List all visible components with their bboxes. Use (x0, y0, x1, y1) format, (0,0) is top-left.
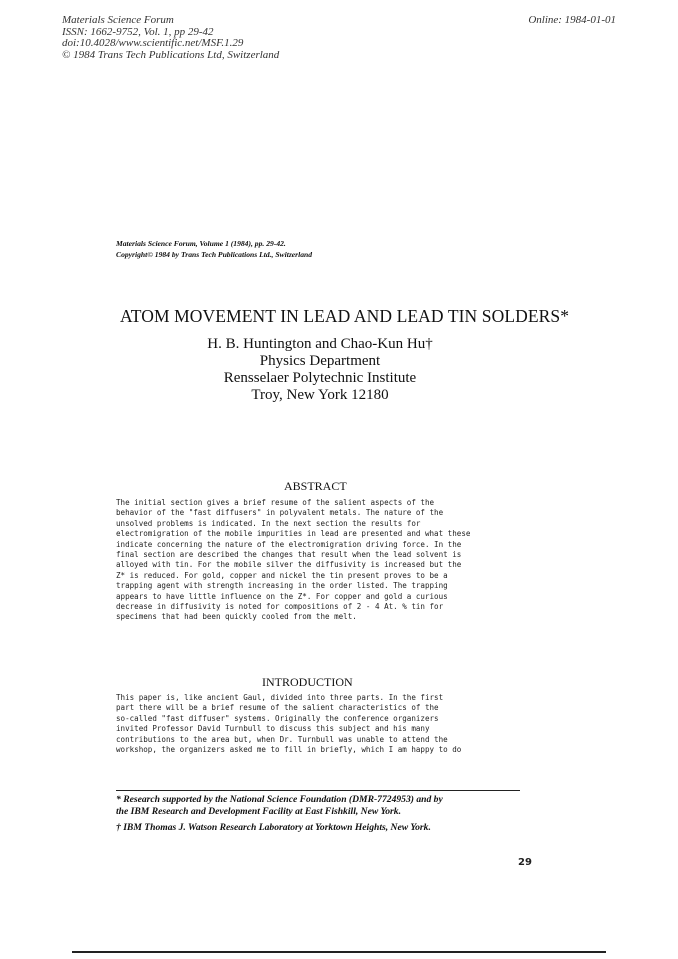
footnote-rule (116, 790, 520, 791)
citation-line-2: Copyright© 1984 by Trans Tech Publications Ltd., Switzerland (116, 250, 313, 259)
footnote-line-3: † IBM Thomas J. Watson Research Laboratory at Yorktown Heights, New York. (116, 821, 431, 833)
intro-line: This paper is, like ancient Gaul, divided into three parts. In the first (116, 693, 444, 702)
introduction-heading: INTRODUCTION (262, 675, 353, 689)
abstract-line: Z* is reduced. For gold, copper and nickel the tin present proves to be a (116, 570, 448, 580)
intro-line: so-called "fast diffuser" systems. Originally the conference organizers (116, 713, 439, 723)
abstract-line: alloyed with tin. For the mobile silver the diffusivity is increased but the (116, 560, 462, 570)
citation-line-1: Materials Science Forum, Volume 1 (1984), pp. 29-42. (116, 239, 286, 248)
online-date: Online: 1984-01-01 (528, 14, 616, 26)
author-department: Physics Department (259, 353, 381, 369)
intro-line: contributions to the area but, when Dr. Turnbull was unable to attend the (116, 734, 448, 744)
abstract-line: decrease in diffusivity is noted for compositions of 2 - 4 At. % tin for (116, 602, 444, 612)
intro-line: workshop, the organizers asked me to fill in briefly, which I am happy to do (116, 745, 462, 755)
abstract-line: The initial section gives a brief resume of the salient aspects of the (116, 498, 435, 507)
issn-line: ISSN: 1662-9752, Vol. 1, pp 29-42 (62, 25, 214, 38)
introduction-body (116, 693, 461, 755)
author-city: Troy, New York 12180 (251, 387, 389, 403)
author-block (190, 336, 450, 404)
abstract-body (116, 498, 470, 623)
footnote-line-1: * Research supported by the National Science Foundation (DMR-7724953) and by (116, 794, 443, 805)
abstract-line: final section are described the changes that result when the lead solvent is (116, 550, 462, 560)
journal-name: Materials Science Forum (62, 14, 174, 26)
footnote-line-2: the IBM Research and Development Facility at East Fishkill, New York. (116, 806, 401, 818)
abstract-line: unsolved problems is indicated. In the next section the results for (116, 518, 421, 528)
copyright-line: © 1984 Trans Tech Publications Ltd, Switzerland (62, 48, 280, 61)
intro-line: part there will be a brief resume of the salient characteristics of the (116, 703, 439, 713)
bottom-rule (72, 951, 606, 953)
abstract-line: specimens that had been quickly cooled from the melt. (116, 612, 357, 622)
abstract-line: trapping agent with strength increasing in the order listed. The trapping (116, 581, 448, 591)
doi-line[interactable]: doi:10.4028/www.scientific.net/MSF.1.29 (62, 37, 244, 49)
abstract-line: behavior of the "fast diffusers" in polyvalent metals. The nature of the (116, 508, 444, 518)
intro-line: invited Professor David Turnbull to discuss this subject and his many (116, 724, 430, 734)
citation-block (116, 238, 312, 260)
page-number: 29 (518, 857, 532, 868)
abstract-line: indicate concerning the nature of the electromigration driving force. In the (116, 539, 462, 549)
footnotes-block (116, 794, 443, 834)
paper-title: ATOM MOVEMENT IN LEAD AND LEAD TIN SOLDERS* (120, 306, 570, 326)
abstract-line: appears to have little influence on the Z*. For copper and gold a curious (116, 591, 448, 601)
author-institute: Rensselaer Polytechnic Institute (223, 370, 417, 386)
abstract-line: electromigration of the mobile impurities in lead are presented and what these (116, 529, 471, 539)
author-names: H. B. Huntington and Chao-Kun Hu† (207, 336, 433, 352)
publication-header (62, 15, 279, 61)
abstract-heading: ABSTRACT (284, 479, 347, 493)
